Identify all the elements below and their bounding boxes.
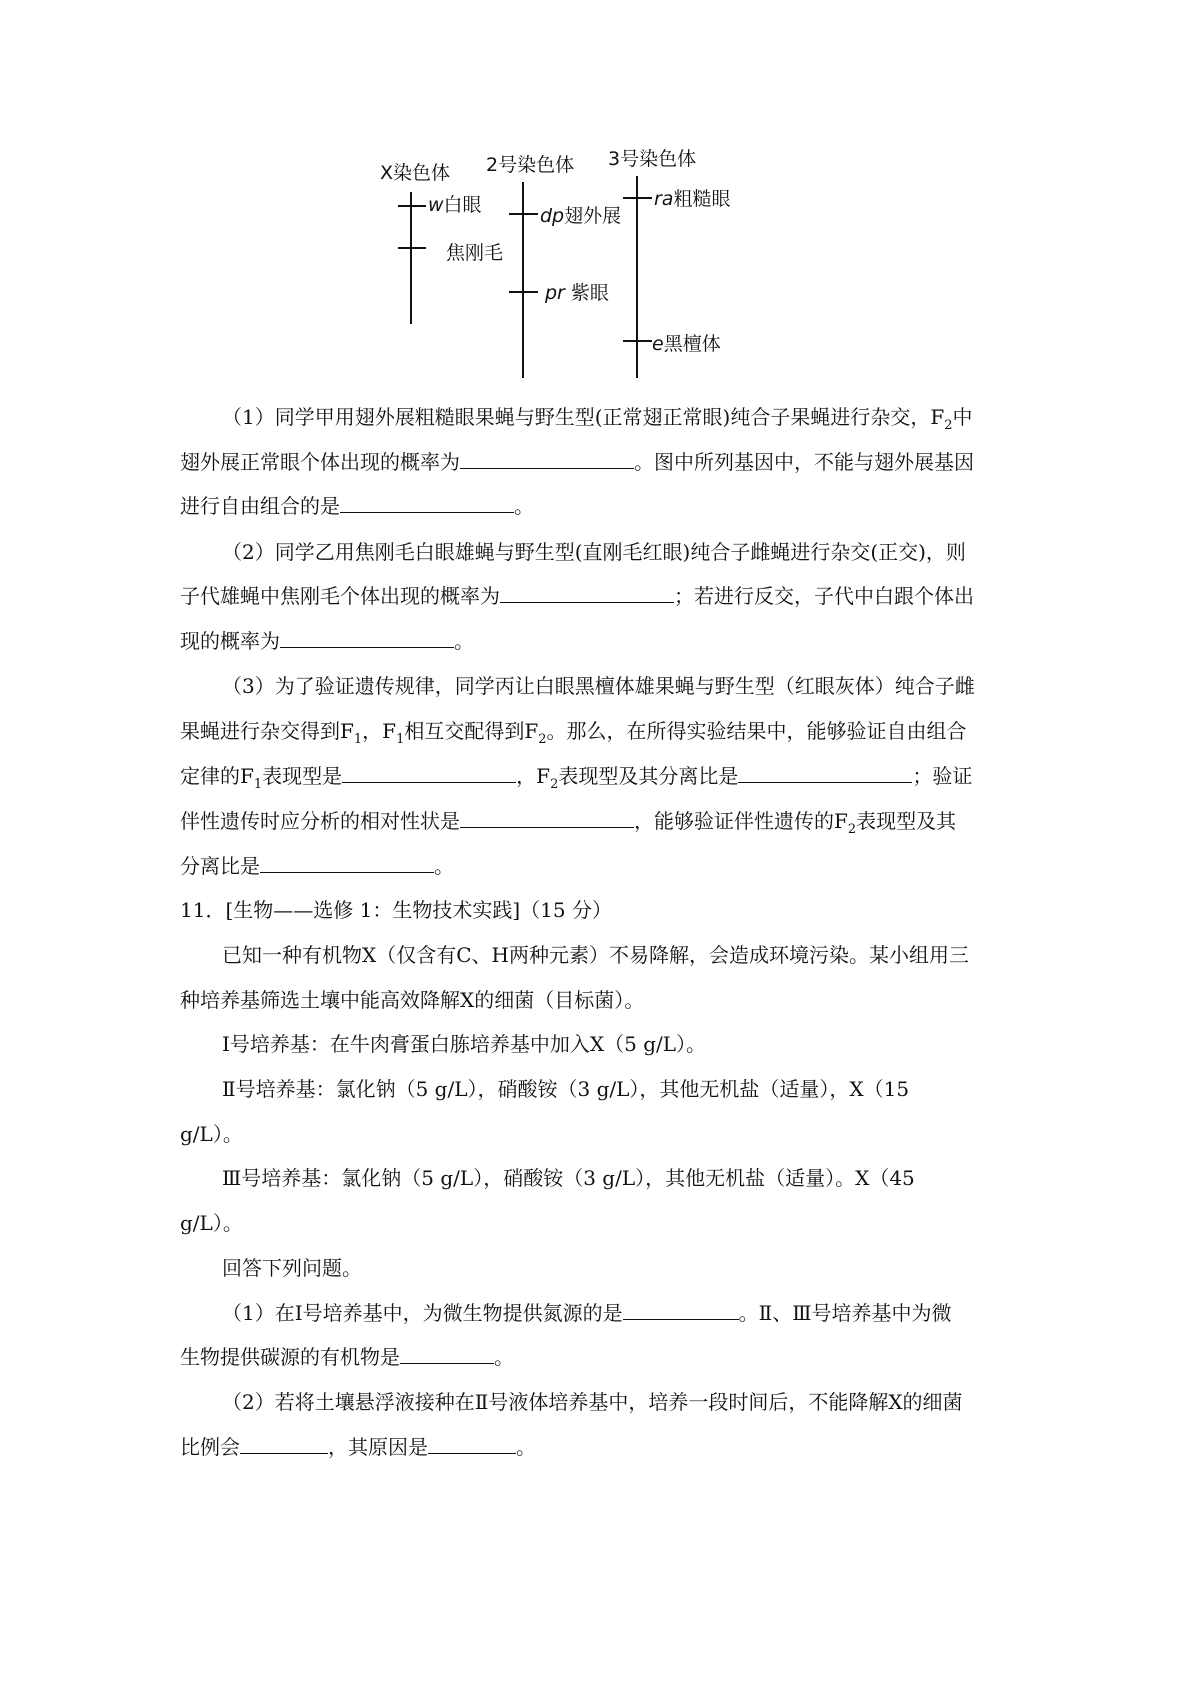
medium-1: Ⅰ号培养基：在牛肉膏蛋白胨培养基中加入X（5 g/L）。 [222,1032,707,1056]
q3-line3: 定律的$F_1$表现型是 ，$F_2$表现型及其分离比是 ；验证 [180,764,973,792]
answer-blank[interactable] [460,809,634,828]
medium-2-line2: g/L）。 [180,1122,243,1146]
q3-line2: 果蝇进行杂交得到$F_1$，$F_1$相互交配得到$F_2$。那么，在所得实验结果中，能够验证自由组合 [180,719,967,747]
medium-2-line1: Ⅱ号培养基：氯化钠（5 g/L），硝酸铵（3 g/L），其他无机盐（适量），X（15 [222,1077,910,1101]
answer-blank[interactable] [738,764,912,783]
q2-line2: 子代雄蝇中焦刚毛个体出现的概率为 ；若进行反交，子代中白跟个体出 [180,584,974,608]
q11-prompt: 回答下列问题。 [222,1256,362,1280]
answer-blank[interactable] [280,629,454,648]
q11-sub2-line1: （2）若将土壤悬浮液接种在Ⅱ号液体培养基中，培养一段时间后，不能降解X的细菌 [222,1390,963,1414]
q1-line2: 翅外展正常眼个体出现的概率为 。图中所列基因中，不能与翅外展基因 [180,450,974,474]
chromosome-diagram [0,0,1200,420]
x-gene-w-label: w白眼 [428,194,482,216]
answer-blank[interactable] [500,584,674,603]
medium-3-line1: Ⅲ号培养基：氯化钠（5 g/L），硝酸铵（3 g/L），其他无机盐（适量）。X（45 [222,1166,915,1190]
answer-blank[interactable] [240,1435,328,1454]
q3-line5: 分离比是 。 [180,854,454,878]
q1-line1: （1）同学甲用翅外展粗糙眼果蝇与野生型(正常翅正常眼)纯合子果蝇进行杂交，$F_2$中 [222,405,973,433]
answer-blank[interactable] [400,1345,494,1364]
chr3-gene-e-label: e黑檀体 [652,333,721,355]
x-chromosome-title: X染色体 [380,162,451,184]
chr2-gene-pr-label: pr 紫眼 [545,282,609,304]
chr3-gene-ra-label: ra粗糙眼 [654,188,731,210]
answer-blank[interactable] [342,764,516,783]
answer-blank[interactable] [260,854,434,873]
q2-line1: （2）同学乙用焦刚毛白眼雄蝇与野生型(直刚毛红眼)纯合子雌蝇进行杂交(正交)，则 [222,540,966,564]
q11-sub2-line2: 比例会 ，其原因是 。 [180,1435,536,1459]
answer-blank[interactable] [428,1435,516,1454]
q11-sub1-line1: （1）在Ⅰ号培养基中，为微生物提供氮源的是 。Ⅱ、Ⅲ号培养基中为微 [222,1301,952,1325]
q3-line4: 伴性遗传时应分析的相对性状是 ，能够验证伴性遗传的$F_2$表现型及其 [180,809,957,837]
q1-line3: 进行自由组合的是 。 [180,494,534,518]
answer-blank[interactable] [460,450,634,469]
q11-intro-line1: 已知一种有机物X（仅含有C、H两种元素）不易降解，会造成环境污染。某小组用三 [222,943,969,967]
chr2-gene-dp-label: dp翅外展 [540,205,622,227]
medium-3-line2: g/L）。 [180,1211,243,1235]
answer-blank[interactable] [340,494,514,513]
q2-line3: 现的概率为 。 [180,629,474,653]
x-gene-jiao-label: 焦刚毛 [446,242,504,264]
chr2-title: 2号染色体 [486,154,575,176]
chr3-title: 3号染色体 [608,148,697,170]
q11-intro-line2: 种培养基筛选土壤中能高效降解X的细菌（目标菌）。 [180,988,645,1012]
q11-sub1-line2: 生物提供碳源的有机物是 。 [180,1345,514,1369]
q3-line1: （3）为了验证遗传规律，同学丙让白眼黑檀体雄果蝇与野生型（红眼灰体）纯合子雌 [222,674,975,698]
q11-header: 11．[生物——选修 1：生物技术实践]（15 分） [180,898,612,922]
answer-blank[interactable] [623,1301,739,1320]
